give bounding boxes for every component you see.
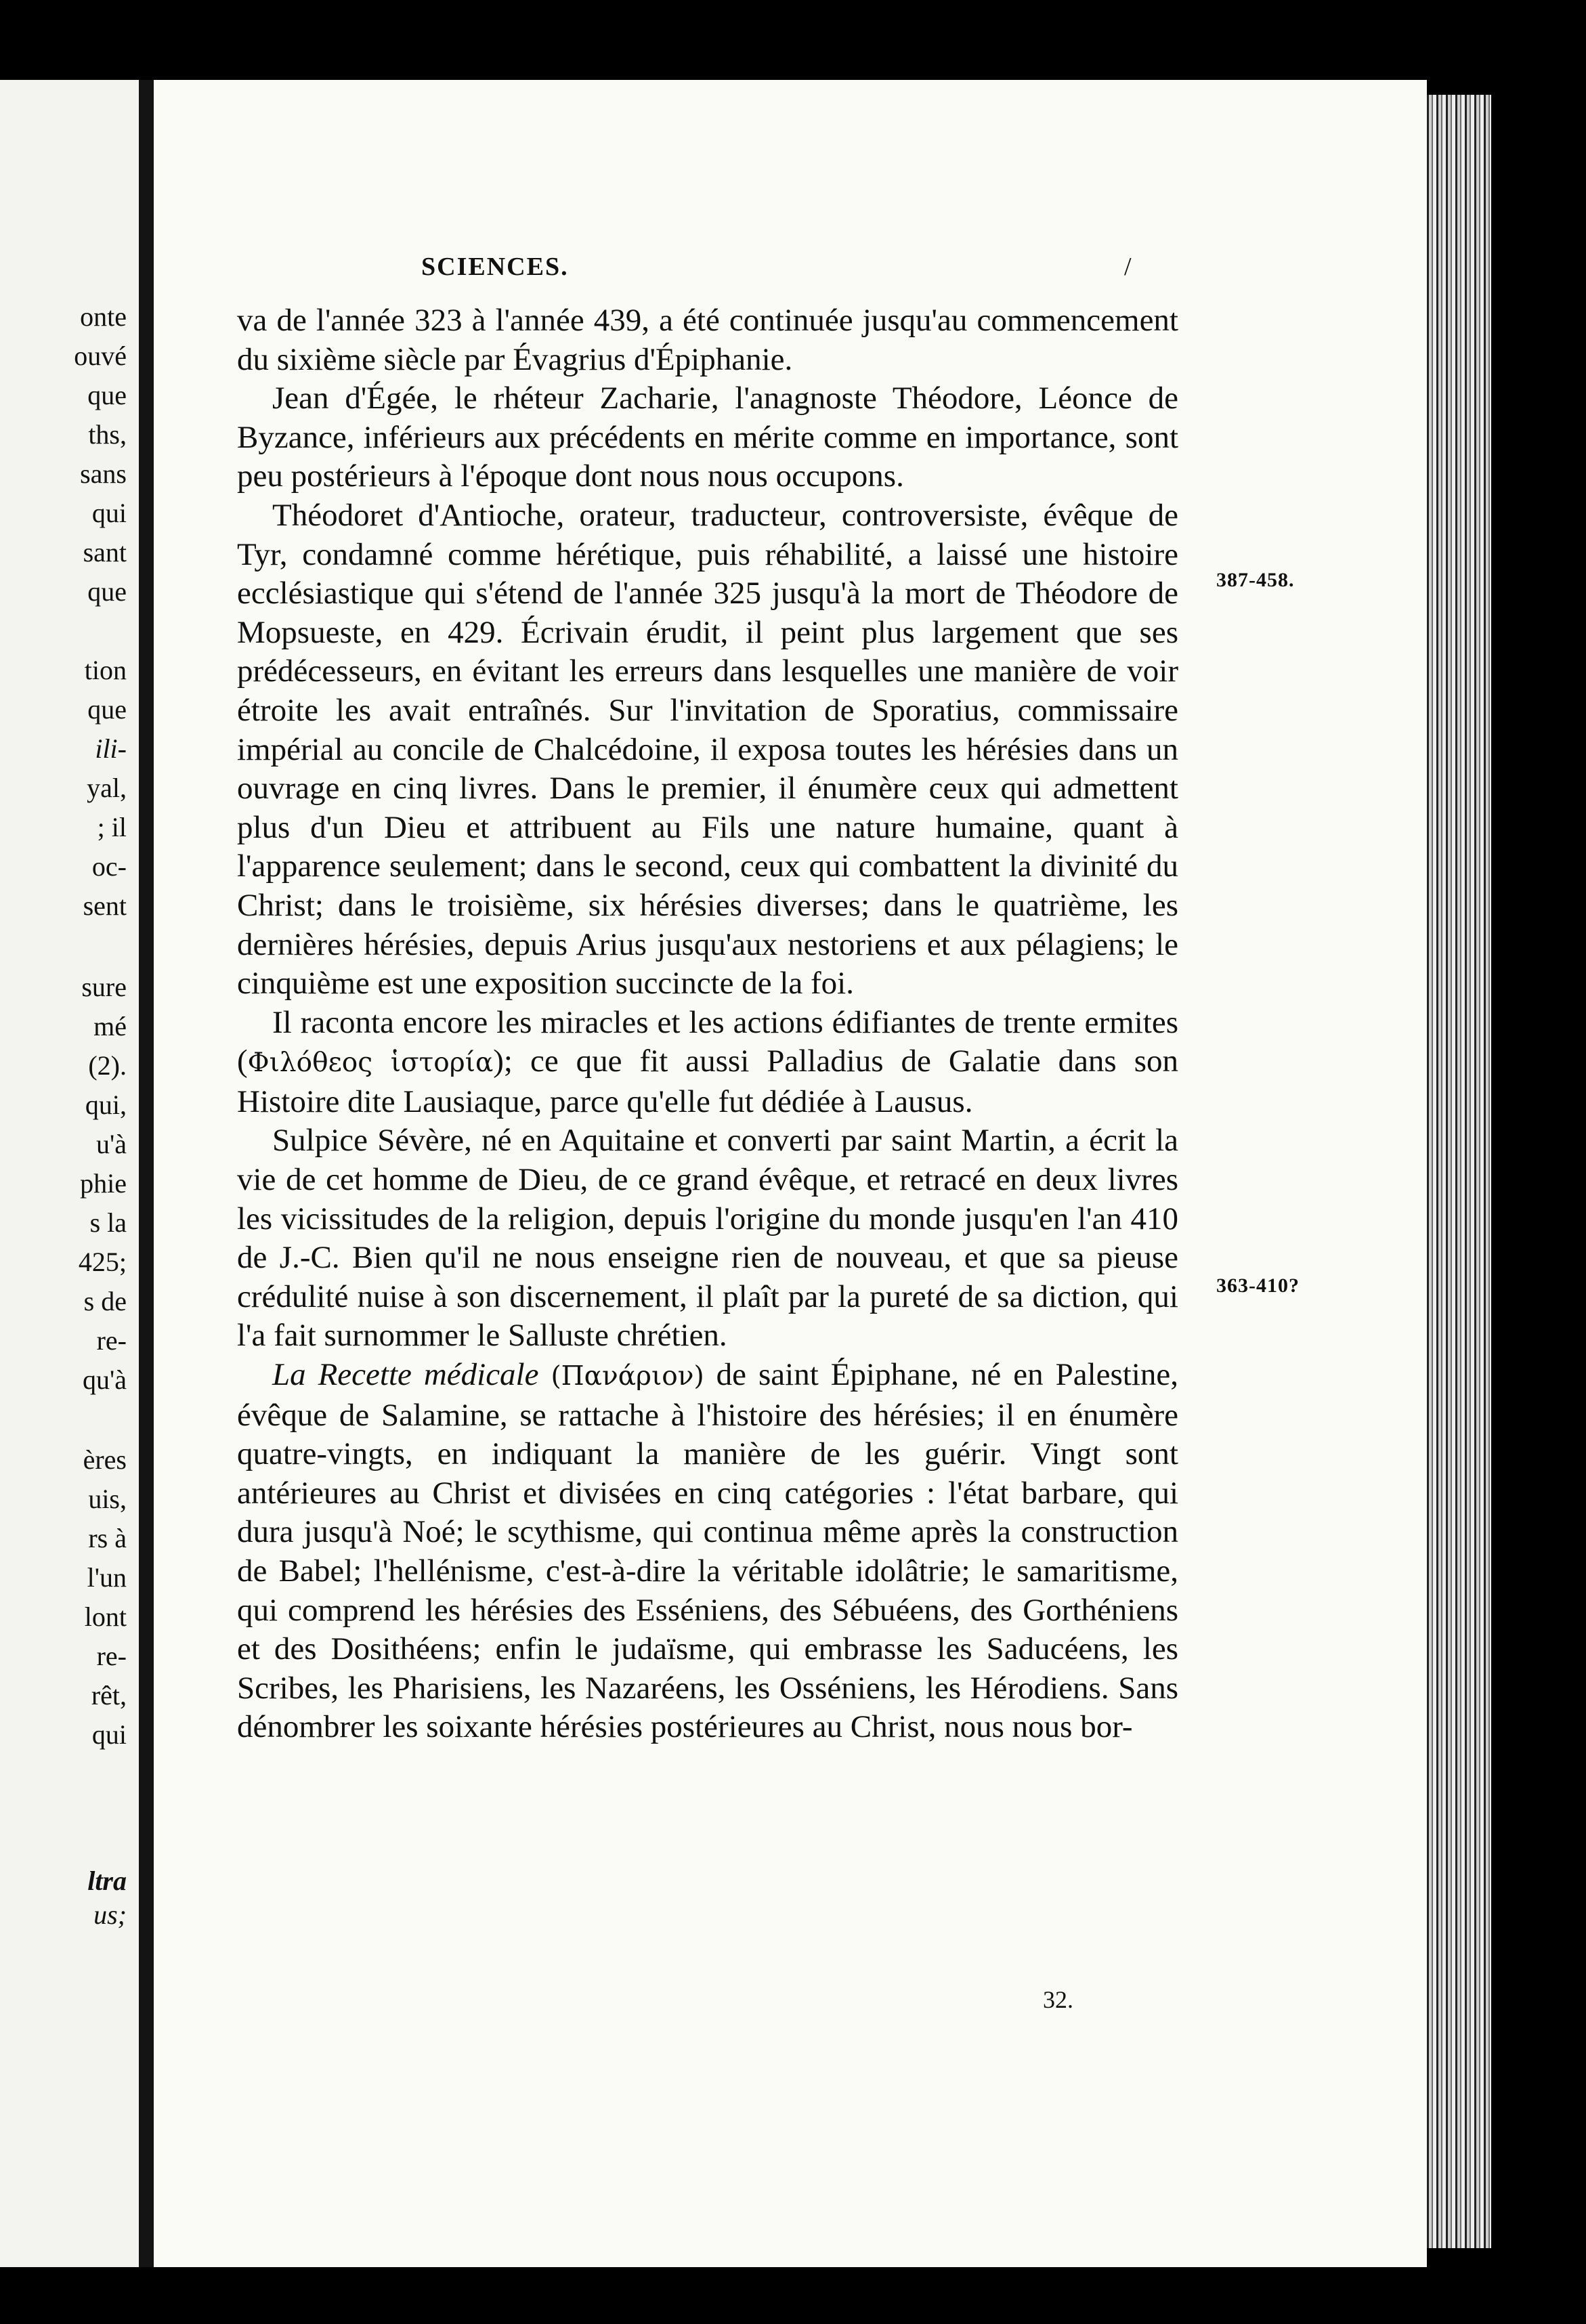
paragraph: Jean d'Égée, le rhéteur Zacharie, l'anagnoste Théodore, Léonce de Byzance, inférieurs aux précédents en mérite comme en importance, sont peu postérieurs à l'époque dont nous nous occupons. — [237, 381, 1178, 494]
left-fragment: rs à — [88, 1523, 127, 1553]
left-fragment: s la — [89, 1207, 127, 1238]
left-fragment: qui, — [85, 1090, 127, 1120]
left-fragment: phie — [80, 1168, 127, 1199]
left-fragment: yal, — [87, 773, 127, 803]
left-fragment: qui — [91, 498, 127, 528]
left-fragment: sure — [81, 972, 127, 1002]
work-title: La Recette médicale — [272, 1357, 539, 1393]
signature-mark: 32. — [1043, 1986, 1073, 2013]
left-fragment: que — [87, 694, 127, 725]
left-fragment: re- — [96, 1641, 127, 1671]
page-stack-edge — [1427, 95, 1491, 2248]
left-fragment: lont — [84, 1601, 127, 1632]
left-fragment: sans — [80, 458, 127, 489]
left-fragment: onte — [80, 301, 127, 332]
left-fragment: (2). — [88, 1050, 127, 1081]
left-fragment: u'à — [96, 1129, 127, 1159]
left-fragment: qu'à — [83, 1364, 127, 1395]
margin-date: 363-410? — [1216, 1274, 1300, 1297]
paragraph: Sulpice Sévère, né en Aquitaine et converti par saint Martin, a écrit la vie de cet homme de Dieu, de ce grand évêque, et retracé en deux livres les vicissitudes de la religion, depuis l'origine du monde jusqu'en l'an 410 de J.-C. Bien qu'il ne nous enseigne rien de nouveau, et que sa pieuse crédulité nuise à son discernement, il plaît par la pureté de sa diction, qui l'a fait surnommer le Salluste chrétien. — [237, 1123, 1178, 1354]
running-head: SCIENCES. — [421, 253, 569, 281]
margin-date: 387-458. — [1216, 569, 1295, 591]
left-fragment: re- — [96, 1325, 127, 1356]
paragraph: va de l'année 323 à l'année 439, a été continuée jusqu'au commencement du sixième siècle par Évagrius d'Épiphanie. — [237, 303, 1178, 377]
paragraph — [237, 1004, 1178, 1122]
left-fragment: oc- — [91, 851, 127, 882]
paragraph-text: ); ce que fit aussi Palladius de Galatie dans son Histoire dite Lausiaque, parce qu'elle fut dédiée à Lausus. — [237, 1043, 1178, 1119]
paragraph-text: de saint Épiphane, né en Palestine, évêque de Salamine, se rattache à l'histoire des hérésies; il en énumère quatre-vingts, en indiquant la manière de les guérir. Vingt sont antérieures au Christ et divisées en cinq catégories : l'état barbare, qui dura jusqu'à Noé; le scythisme, qui continua même après la construction de Babel; l'hellénisme, c'est-à-dire la véritable idolâtrie; le samaritisme, qui comprend les hérésies des Esséniens, des Sébuéens, des Gorthéniens et des Dosithéens; enfin le judaïsme, qui embrasse les Saducéens, les Scribes, les Pharisiens, les Nazaréens, les Osséniens, les Hérodiens. Sans dénombrer les soixante hérésies postérieures au Christ, nous nous bor- — [237, 1357, 1178, 1745]
left-fragment: mé — [93, 1011, 127, 1041]
left-fragment: ths, — [88, 419, 127, 450]
left-fragment: ili- — [95, 733, 127, 764]
left-fragment: us; — [93, 1899, 127, 1930]
body-text — [237, 301, 1178, 1747]
left-fragment: l'un — [87, 1562, 127, 1593]
left-fragment: sant — [83, 537, 127, 567]
paragraph — [237, 1356, 1178, 1747]
left-page-edge — [0, 80, 139, 2267]
paragraph: Théodoret d'Antioche, orateur, traducteur, controversiste, évêque de Tyr, condamné comme hérétique, puis réhabilité, a laissé une histoire ecclésiastique qui s'étend de l'année 325 jusqu'à la mort de Théodore de Mopsueste, en 429. Écrivain érudit, il peint plus largement que ses prédécesseurs, en évitant les erreurs dans lesquelles une manière de voir étroite les avait entraînés. Sur l'invitation de Sporatius, commissaire impérial au concile de Chalcédoine, il exposa toutes les hérésies dans un ouvrage en cinq livres. Dans le premier, il énumère ceux qui admettent plus d'un Dieu et attribuent au Fils une nature humaine, quant à l'apparence seulement; dans le second, ceux qui combattent la divinité du Christ; dans le troisième, six hérésies diverses; dans le quatrième, les dernières hérésies, depuis Arius jusqu'aux nestoriens et aux pélagiens; le cinquième est une exposition succincte de la foi. — [237, 497, 1178, 1002]
left-fragment: uis, — [88, 1484, 127, 1514]
left-fragment: ouvé — [74, 341, 127, 371]
greek-title: (Πανάριον) — [551, 1361, 704, 1392]
left-fragment: 425; — [78, 1247, 127, 1277]
book-gutter — [139, 80, 154, 2267]
left-fragment: sent — [83, 890, 127, 921]
header-mark: / — [1124, 253, 1132, 281]
left-fragment: que — [87, 576, 127, 607]
greek-title: Φιλόθεος ἱστορία — [247, 1048, 494, 1079]
left-fragment: qui — [91, 1719, 127, 1750]
paragraph-text: Il raconta encore les miracles et les actions édifiantes de trente ermites ( — [237, 1004, 1178, 1079]
left-fragment: rêt, — [91, 1680, 127, 1710]
left-fragment: ltra — [87, 1866, 127, 1896]
left-fragment: tion — [84, 655, 127, 685]
left-fragment: s de — [83, 1286, 127, 1316]
left-fragment: que — [87, 380, 127, 410]
left-fragment: ; il — [97, 812, 127, 842]
left-fragment: ères — [83, 1444, 127, 1475]
